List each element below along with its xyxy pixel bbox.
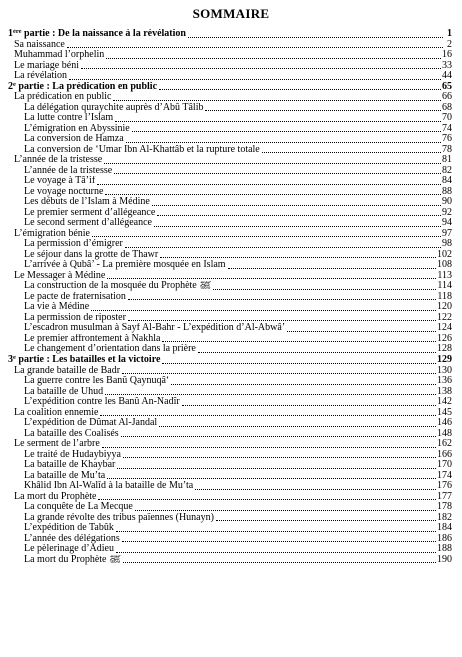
toc-page-number: 174 (437, 470, 452, 481)
toc-entry-title: La guerre contre les Banû Qaynuqâ‘ (24, 376, 170, 387)
toc-page-number: 74 (442, 123, 452, 134)
toc-entry (8, 61, 452, 72)
toc-page-number: 92 (442, 207, 452, 218)
toc-page-number: 136 (437, 376, 452, 387)
toc-entry (8, 229, 452, 240)
toc-page-number: 94 (442, 218, 452, 229)
toc-page-number: 81 (442, 155, 452, 166)
toc-entry (8, 239, 452, 250)
toc-entry-title: Le mariage béni (14, 60, 79, 71)
dot-leader (159, 88, 441, 90)
toc-part-heading (8, 29, 452, 40)
toc-page-number: 70 (442, 113, 452, 124)
toc-page-number: 176 (437, 481, 452, 492)
toc-entry (8, 292, 452, 303)
dot-leader (128, 319, 436, 321)
toc-page-number: 76 (442, 134, 452, 145)
toc-page-number: 142 (437, 397, 452, 408)
toc-entry (8, 166, 452, 177)
toc-entry-title: Le pacte de fraternisation (24, 291, 126, 302)
toc-entry-title: La construction de la mosquée du Prophète ﷺ (24, 281, 212, 292)
toc-page-number: 78 (442, 144, 452, 155)
toc-page-number: 178 (437, 502, 452, 513)
dot-leader (125, 246, 441, 248)
toc-entry-title: Le premier affrontement à Nakhla (24, 333, 161, 344)
toc-entry (8, 197, 452, 208)
toc-entry-title: L’arrivée à Qubâ’ - La première mosquée en Islam (24, 260, 226, 271)
dot-leader (67, 46, 443, 48)
dot-leader (122, 540, 436, 542)
toc-entry (8, 460, 452, 471)
toc-entry-title: Le pèlerinage d’Adieu (24, 544, 114, 555)
dot-leader (205, 109, 441, 111)
toc-entry-title: L’année de la tristesse (14, 155, 103, 166)
toc-entry-title: La bataille de Uhud (24, 386, 104, 397)
dot-leader (132, 130, 441, 132)
toc-entry (8, 534, 452, 545)
toc-page-number: 44 (442, 71, 452, 82)
toc-entry-title: La mort du Prophète ﷺ (24, 554, 122, 565)
dot-leader (157, 214, 441, 216)
toc-entry-title: L’année de la tristesse (24, 165, 113, 176)
toc-entry (8, 113, 452, 124)
toc-entry (8, 418, 452, 429)
toc-entry (8, 218, 452, 229)
toc-entry-title: Le premier serment d’allégeance (24, 207, 156, 218)
toc-page-number: 108 (437, 260, 452, 271)
dot-leader (107, 277, 436, 279)
dot-leader (195, 488, 436, 490)
dot-leader (105, 393, 436, 395)
dot-leader (159, 425, 436, 427)
toc-entry-title: La bataille de Khaybar (24, 460, 116, 471)
dot-leader (116, 530, 436, 532)
toc-page-number: 33 (442, 60, 452, 71)
dot-leader (81, 67, 441, 69)
toc-page-number: 170 (437, 460, 452, 471)
toc-page-number: 145 (437, 407, 452, 418)
dot-leader (216, 519, 436, 521)
toc-entry-title: La bataille des Coalisés (24, 428, 119, 439)
toc-entry-title: La prédication en public (14, 92, 112, 103)
part-title: partie : De la naissance à la révélation (21, 29, 186, 39)
toc-entry (8, 450, 452, 461)
toc-page-number: 88 (442, 186, 452, 197)
toc-page-number: 90 (442, 197, 452, 208)
dot-leader (91, 309, 436, 311)
toc-entry-title: L’expédition contre les Banû An-Nadîr (24, 397, 180, 408)
toc-page-number: 68 (442, 102, 452, 113)
dot-leader (262, 151, 441, 153)
toc-entry (8, 429, 452, 440)
toc-entry-title: L’émigration en Abyssinie (24, 123, 130, 134)
toc-entry-title: La révélation (14, 71, 68, 82)
toc-page-number: 182 (437, 512, 452, 523)
dot-leader (162, 340, 436, 342)
toc-page-number: 118 (437, 291, 452, 302)
dot-leader (102, 446, 436, 448)
part-number: 3 (8, 354, 13, 365)
toc-entry-title: Muhammad l’orphelin (14, 50, 105, 61)
toc-page-number: 84 (442, 176, 452, 187)
toc-entry (8, 187, 452, 198)
toc-entry-title: Khâlid Ibn Al-Walîd à la bataille de Mu’ta (24, 481, 194, 492)
dot-leader (162, 362, 436, 364)
toc-entry (8, 366, 452, 377)
toc-entry-title: La bataille de Mu’ta (24, 470, 106, 481)
toc-page-number: 128 (437, 344, 452, 355)
toc-entry (8, 271, 452, 282)
toc-page-number: 114 (437, 281, 452, 292)
dot-leader (106, 57, 441, 59)
toc-entry-title: La grande bataille de Badr (14, 365, 121, 376)
dot-leader (152, 204, 441, 206)
toc-entry (8, 471, 452, 482)
toc-entry-title: Le second serment d’allégeance (24, 218, 152, 229)
toc-entry (8, 523, 452, 534)
dot-leader (114, 172, 441, 174)
dot-leader (105, 193, 441, 195)
toc-entry (8, 40, 452, 51)
toc-page-number: 65 (442, 81, 452, 92)
toc-page-number: 1 (447, 29, 452, 39)
dot-leader (228, 267, 436, 269)
toc-entry-title: L’expédition de Dûmat Al-Jandal (24, 418, 158, 429)
toc-entry (8, 71, 452, 82)
toc-entry (8, 103, 452, 114)
dot-leader (121, 435, 436, 437)
toc-entry-title: La mort du Prophète (14, 491, 97, 502)
dot-leader (92, 235, 441, 237)
dot-leader (122, 372, 436, 374)
toc-entry (8, 92, 452, 103)
toc-entry-title: La coalition ennemie (14, 407, 99, 418)
toc-entry-title: Les débuts de l’Islam à Médine (24, 197, 150, 208)
toc-entry (8, 323, 452, 334)
toc-entry (8, 260, 452, 271)
toc-entry-title: La lutte contre l’Islam (24, 113, 114, 124)
dot-leader (198, 351, 436, 353)
dot-leader (123, 456, 436, 458)
toc-page-number: 122 (437, 312, 452, 323)
toc-entry (8, 376, 452, 387)
toc-part-heading (8, 82, 452, 93)
toc-entry (8, 134, 452, 145)
toc-page-number: 97 (442, 228, 452, 239)
page-title: SOMMAIRE (192, 6, 270, 21)
toc-entry-title: Le serment de l’arbre (14, 439, 100, 450)
toc-entry (8, 544, 452, 555)
toc-entry (8, 555, 452, 566)
toc-entry-title: L’émigration bénie (14, 228, 90, 239)
dot-leader (128, 298, 436, 300)
toc-page-number: 148 (437, 428, 452, 439)
dot-leader (98, 498, 436, 500)
toc-page-number: 129 (437, 354, 452, 365)
toc-page-number: 120 (437, 302, 452, 313)
part-number: 2 (8, 81, 13, 92)
toc-page-number: 126 (437, 333, 452, 344)
toc-page-number: 16 (442, 50, 452, 61)
toc-page-number: 102 (437, 249, 452, 260)
toc-entry-title: Le changement d’orientation dans la prière (24, 344, 196, 355)
dot-leader (287, 330, 436, 332)
toc-page-number: 190 (437, 554, 452, 565)
toc-page-number: 177 (437, 491, 452, 502)
toc-entry (8, 481, 452, 492)
toc-entry (8, 124, 452, 135)
toc-page-number: 82 (442, 165, 452, 176)
toc-page-number: 2 (447, 39, 452, 50)
toc-entry (8, 145, 452, 156)
toc-entry (8, 492, 452, 503)
toc-entry-title: La conversion de ‘Umar Ibn Al-Khattâb et la rupture totale (24, 144, 260, 155)
toc-entry (8, 397, 452, 408)
toc-entry (8, 408, 452, 419)
toc-page-number: 66 (442, 92, 452, 103)
dot-leader (154, 225, 441, 227)
toc-entry (8, 281, 452, 292)
toc-page-number: 113 (437, 270, 452, 281)
dot-leader (116, 551, 436, 553)
toc-entry-title: La délégation quraychite auprès d’Abû Tâlib (24, 102, 204, 113)
dot-leader (123, 561, 436, 563)
toc-entry-title: L’escadron musulman à Sayf Al-Bahr - L’expédition d’Al-Abwâ’ (24, 323, 286, 334)
toc-entry (8, 344, 452, 355)
part-number: 1 (8, 29, 13, 39)
toc-entry (8, 439, 452, 450)
dot-leader (69, 78, 441, 80)
toc-page-number: 138 (437, 386, 452, 397)
toc-entry (8, 176, 452, 187)
dot-leader (160, 256, 436, 258)
toc-entry-title: Le voyage à Tâ’if (24, 176, 96, 187)
part-number-suffix: e (13, 354, 16, 361)
toc-page-number: 186 (437, 533, 452, 544)
dot-leader (171, 383, 436, 385)
part-number-suffix: e (13, 81, 16, 88)
part-number-suffix: ère (13, 29, 22, 35)
toc-page-number: 98 (442, 239, 452, 250)
toc-entry (8, 155, 452, 166)
toc-page-number: 146 (437, 418, 452, 429)
dot-leader (100, 414, 436, 416)
toc-entry-title: L’expédition de Tabûk (24, 523, 114, 534)
toc-entry-title (8, 355, 160, 366)
table-of-contents (8, 29, 452, 565)
toc-page-number: 188 (437, 544, 452, 555)
part-title: partie : Les batailles et la victoire (15, 354, 161, 365)
toc-page-number: 130 (437, 365, 452, 376)
dot-leader (182, 404, 436, 406)
toc-entry (8, 50, 452, 61)
toc-entry (8, 334, 452, 345)
dot-leader (115, 120, 441, 122)
toc-page-number: 184 (437, 523, 452, 534)
toc-entry-title: Le séjour dans la grotte de Thawr (24, 249, 159, 260)
toc-entry (8, 302, 452, 313)
toc-entry-title: La conquête de La Mecque (24, 502, 133, 513)
toc-entry (8, 208, 452, 219)
toc-page-number: 162 (437, 439, 452, 450)
toc-page-number: 124 (437, 323, 452, 334)
dot-leader (135, 509, 436, 511)
toc-entry (8, 313, 452, 324)
toc-entry-title (8, 82, 157, 93)
toc-entry-title: La grande révolte des tribus païennes (Hunayn) (24, 512, 214, 523)
dot-leader (97, 183, 441, 185)
toc-entry-title: L’année des délégations (24, 533, 120, 544)
toc-entry (8, 387, 452, 398)
toc-entry (8, 513, 452, 524)
dot-leader (113, 99, 441, 101)
dot-leader (104, 162, 441, 164)
part-title: partie : La prédication en public (15, 81, 158, 92)
toc-entry (8, 502, 452, 513)
toc-entry-title: Le voyage nocturne (24, 186, 104, 197)
toc-entry-title: La permission d’émigrer (24, 239, 123, 250)
dot-leader (213, 288, 436, 290)
toc-page-number: 166 (437, 449, 452, 460)
toc-entry-title: La vie à Médine (24, 302, 90, 313)
toc-entry-title: Le traité de Hudaybiyya (24, 449, 121, 460)
dot-leader (126, 141, 441, 143)
dot-leader (188, 36, 443, 38)
toc-entry-title (8, 29, 186, 40)
toc-entry-title: La conversion de Hamza (24, 134, 124, 145)
toc-entry (8, 250, 452, 261)
toc-entry-title: Le Messager à Médine (14, 270, 106, 281)
toc-entry-title: La permission de riposter (24, 312, 126, 323)
toc-part-heading (8, 355, 452, 366)
toc-entry-title: Sa naissance (14, 39, 65, 50)
dot-leader (117, 467, 436, 469)
dot-leader (107, 477, 436, 479)
